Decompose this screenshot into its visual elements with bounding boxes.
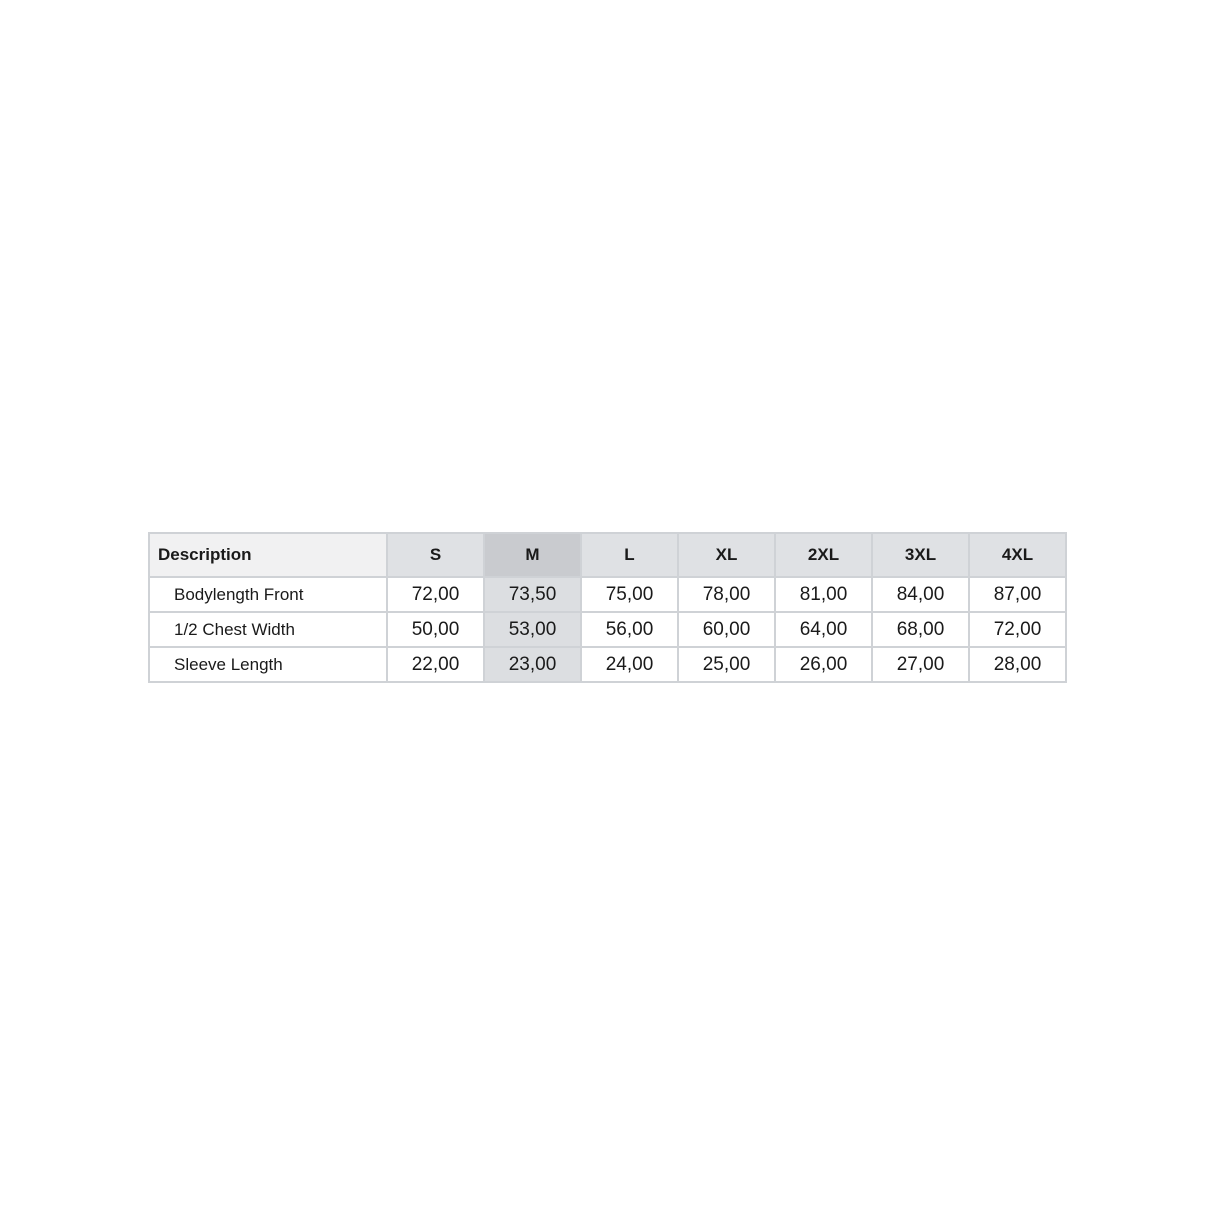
table-cell: 27,00 <box>872 647 969 682</box>
table-row <box>149 612 1066 647</box>
table-cell: 72,00 <box>969 612 1066 647</box>
size-header-3xl: 3XL <box>872 533 969 577</box>
header-row <box>149 533 1066 577</box>
table-cell: 75,00 <box>581 577 678 612</box>
table-cell: 56,00 <box>581 612 678 647</box>
size-header-2xl: 2XL <box>775 533 872 577</box>
size-header-m: M <box>484 533 581 577</box>
table-cell: 60,00 <box>678 612 775 647</box>
table-cell: 53,00 <box>484 612 581 647</box>
size-chart-table <box>148 532 1067 683</box>
table-cell: 24,00 <box>581 647 678 682</box>
size-header-4xl: 4XL <box>969 533 1066 577</box>
row-label: Sleeve Length <box>149 647 387 682</box>
size-header-s: S <box>387 533 484 577</box>
table-row <box>149 647 1066 682</box>
table-cell: 25,00 <box>678 647 775 682</box>
table-cell: 22,00 <box>387 647 484 682</box>
table-row <box>149 577 1066 612</box>
size-header-l: L <box>581 533 678 577</box>
size-header-xl: XL <box>678 533 775 577</box>
table-cell: 78,00 <box>678 577 775 612</box>
description-header: Description <box>149 533 387 577</box>
table-cell: 23,00 <box>484 647 581 682</box>
table-cell: 87,00 <box>969 577 1066 612</box>
table-cell: 72,00 <box>387 577 484 612</box>
table-cell: 81,00 <box>775 577 872 612</box>
table-cell: 68,00 <box>872 612 969 647</box>
table-cell: 26,00 <box>775 647 872 682</box>
row-label: Bodylength Front <box>149 577 387 612</box>
table-cell: 73,50 <box>484 577 581 612</box>
row-label: 1/2 Chest Width <box>149 612 387 647</box>
table-cell: 50,00 <box>387 612 484 647</box>
table-cell: 64,00 <box>775 612 872 647</box>
table-cell: 84,00 <box>872 577 969 612</box>
table-cell: 28,00 <box>969 647 1066 682</box>
